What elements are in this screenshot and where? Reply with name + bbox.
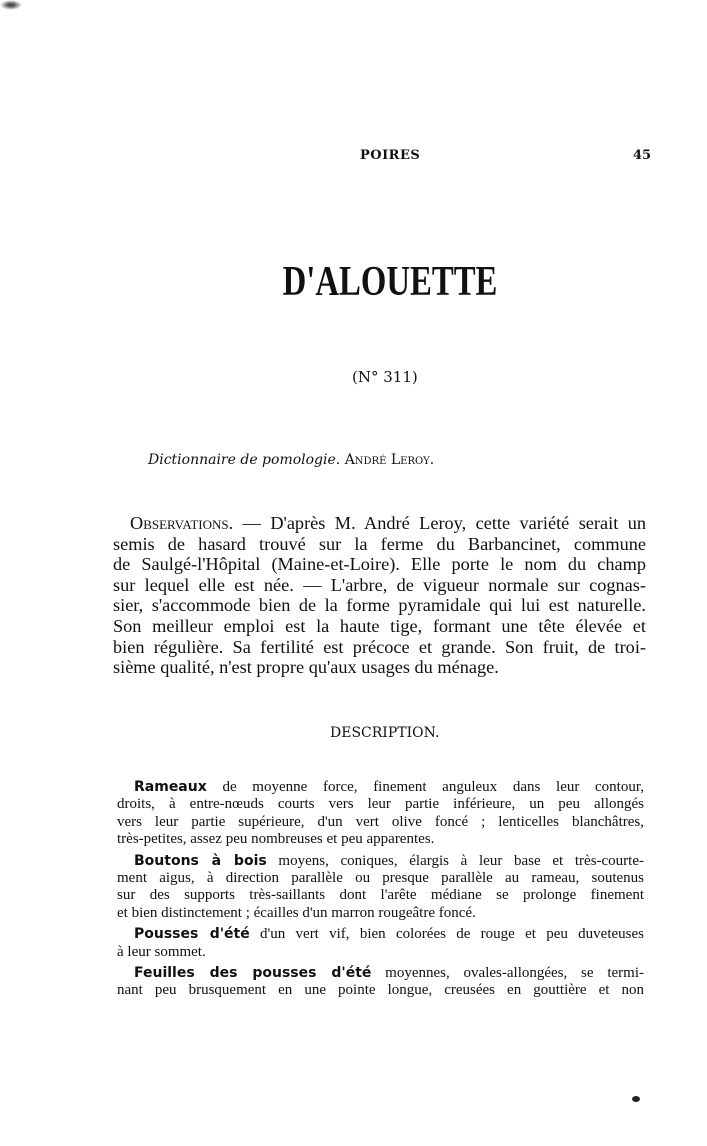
text-line: sième qualité, n'est propre qu'aux usages du ménage. — [113, 657, 499, 678]
scan-speck — [632, 1096, 640, 1102]
text-line: sier, s'accommode bien de la forme pyramidale qui lui est naturelle. — [113, 595, 646, 616]
text-line: sur lequel elle est née. — L'arbre, de vigueur normale sur cognas- — [113, 574, 646, 595]
page-title: D'ALOUETTE — [282, 259, 498, 305]
text: moyennes, ovales-allongées, se termi- — [371, 965, 644, 982]
text-line: nant peu brusquement en une pointe longue, creusées en gouttière et non — [117, 982, 644, 999]
text: d'un vert vif, bien colorées de rouge et peu duveteuses — [249, 926, 644, 943]
observations-lead: Observations. — [130, 513, 234, 533]
text-line: semis de hasard trouvé sur la ferme du Barbancinet, commune — [113, 533, 646, 554]
term: Boutons à bois — [134, 852, 267, 869]
text-line: ment aigus, à direction parallèle ou presque parallèle au rameau, soutenus — [117, 870, 644, 887]
section-heading: DESCRIPTION. — [330, 725, 440, 741]
text: de moyenne force, finement anguleux dans leur contour, — [206, 779, 644, 795]
text-line: très-petites, assez peu nombreuses et peu apparentes. — [117, 831, 435, 848]
term: Pousses d'été — [134, 926, 250, 943]
page-number: 45 — [633, 148, 652, 163]
citation — [148, 452, 434, 468]
description-paragraph — [117, 779, 644, 849]
text-line: Son meilleur emploi est la haute tige, formant une tête élevée et — [113, 615, 646, 636]
text: — D'après M. André Leroy, cette variété serait un — [233, 513, 646, 533]
text-line — [117, 853, 644, 870]
text-line: vers leur partie supérieure, d'un vert olive foncé ; lenticelles blanchâtres, — [117, 813, 644, 830]
running-head: POIRES — [360, 148, 421, 163]
text-line — [117, 965, 644, 982]
text-line: droits, à entre-nœuds courts vers leur partie inférieure, un peu allongés — [117, 796, 644, 813]
text-line — [130, 513, 646, 534]
description-paragraph — [117, 965, 644, 1000]
citation-work: Dictionnaire de pomologie. — [148, 452, 341, 468]
observations-paragraph — [113, 513, 646, 678]
term: Feuilles des pousses d'été — [134, 965, 372, 982]
text-line — [117, 926, 644, 943]
variety-number: (N° 311) — [352, 368, 418, 386]
description-paragraph — [117, 926, 644, 961]
term: Rameaux — [134, 779, 207, 795]
citation-author: André Leroy. — [344, 452, 435, 468]
description-body — [117, 779, 644, 1004]
description-paragraph — [117, 853, 644, 923]
text: moyens, coniques, élargis à leur base et très-courte- — [266, 852, 644, 869]
text-line: bien régulière. Sa fertilité est précoce et grande. Son fruit, de troi- — [113, 636, 646, 657]
text-line: de Saulgé-l'Hôpital (Maine-et-Loire). Elle porte le nom du champ — [113, 554, 646, 575]
text-line: et bien distinctement ; écailles d'un marron rougeâtre foncé. — [117, 904, 476, 921]
text-line: à leur sommet. — [117, 943, 206, 960]
text-line: sur des supports très-saillants dont l'arête médiane se prolonge finement — [117, 887, 644, 904]
scan-speck — [0, 0, 22, 10]
text-line — [117, 779, 644, 796]
